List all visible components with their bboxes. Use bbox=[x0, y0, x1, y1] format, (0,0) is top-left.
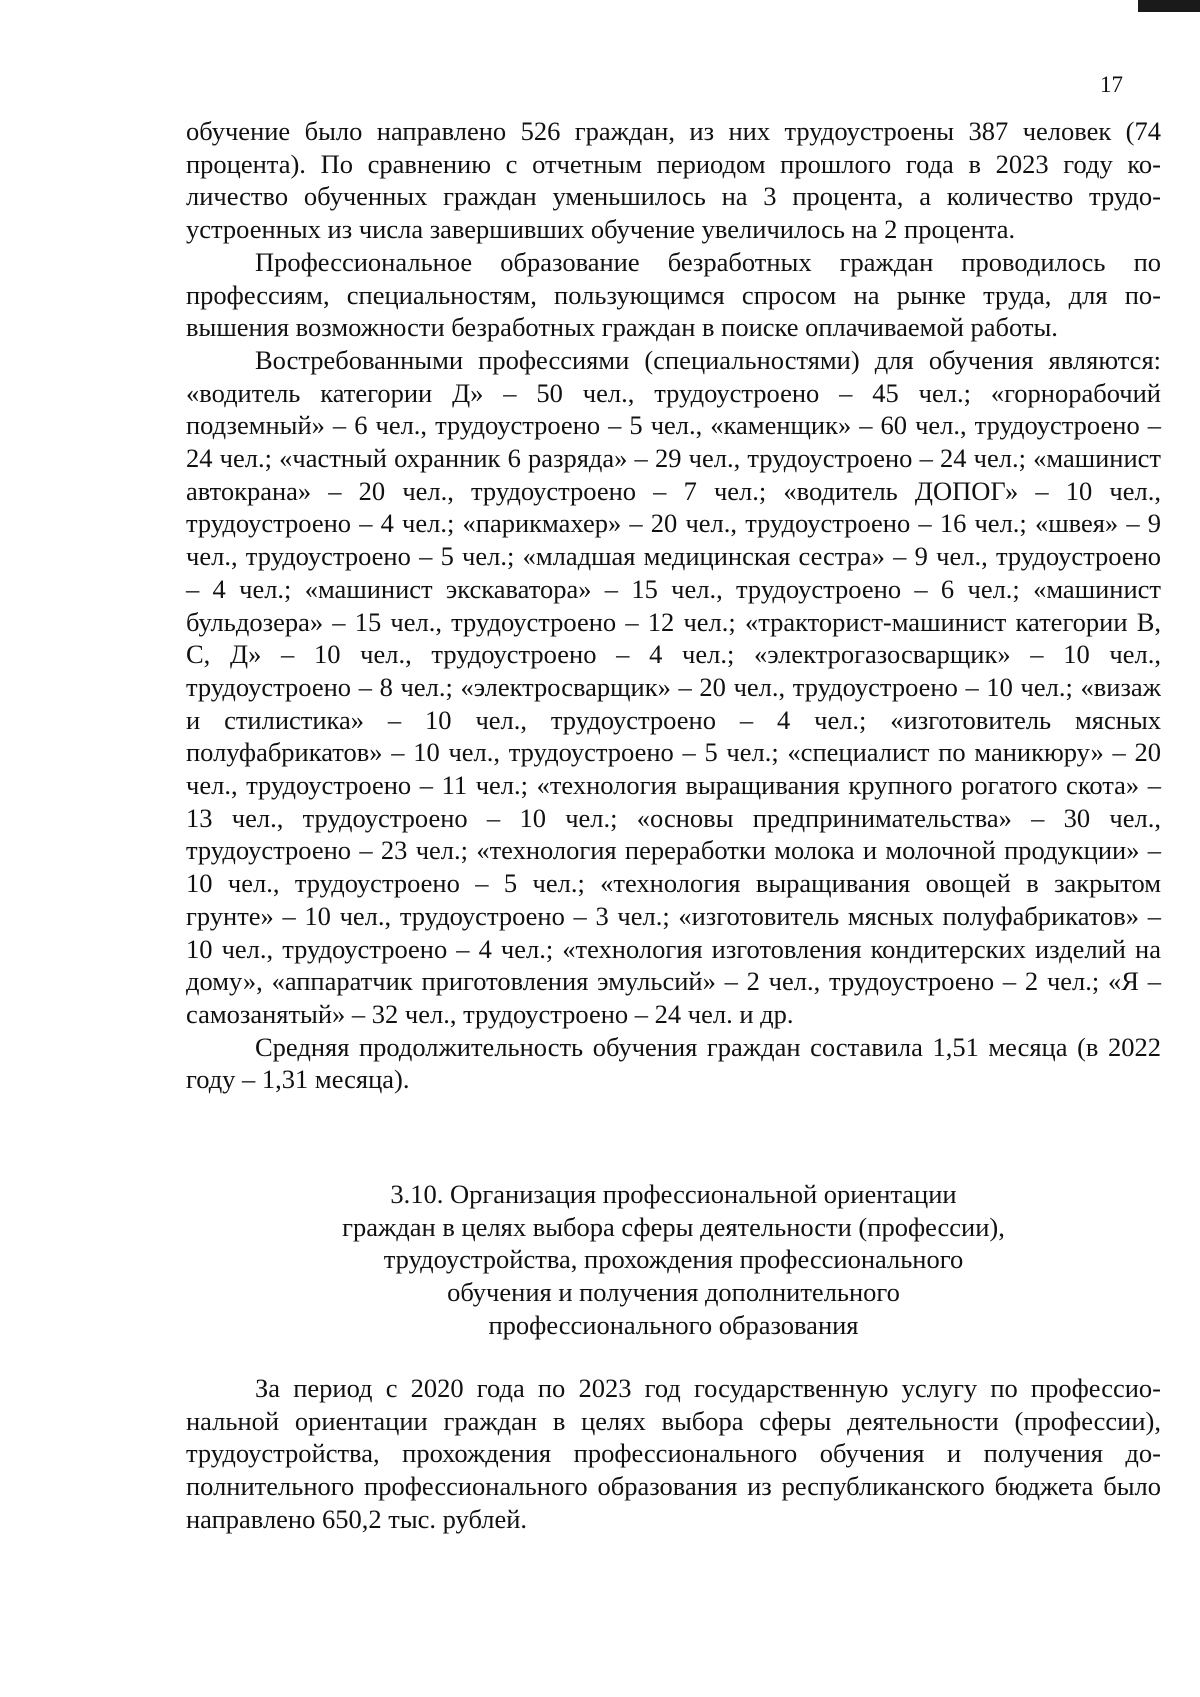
document-body bbox=[186, 115, 1161, 1096]
scan-edge-mark bbox=[1138, 0, 1200, 12]
paragraph-continuation: обучение было направлено 526 граждан, из них трудоустроены 387 человек (74 процента). По сравнению с отчетным периодом прошлого года в 2023 году количество обученных граждан уменьшилось на 3 процента, а количество трудоустроенных из числа завершивших обучение увеличилось на 2 процента. bbox=[186, 116, 1161, 245]
paragraph-duration: Средняя продолжительность обучения граждан составила 1,51 месяца (в 2022 году – 1,31 месяца). bbox=[186, 1031, 1161, 1095]
section-heading-line: профессионального образования bbox=[488, 1309, 859, 1340]
section-body bbox=[186, 1372, 1161, 1536]
section-heading-line: трудоустройства, прохождения профессионального bbox=[383, 1244, 964, 1275]
section-heading-line: граждан в целях выбора сферы деятельности (профессии), bbox=[342, 1211, 1005, 1242]
page-number: 17 bbox=[1100, 72, 1123, 97]
paragraph-professions-list: Востребованными профессиями (специальностями) для обучения являются: «водитель категории Д» – 50 чел., трудоустроено – 45 чел.; «горнорабочий подземный» – 6 чел., трудоустроено – 5 чел., «каменщик» – 60 чел., трудоустроено – 24 чел.; «частный охранник 6 разряда» – 29 чел., трудоустроено – 24 чел.; «машинист автокрана» – 20 чел., трудоустроено – 7 чел.; «водитель ДОПОГ» – 10 чел., трудоустроено – 4 чел.; «парикмахер» – 20 чел., трудоустроено – 16 чел.; «швея» – 9 чел., трудоустроено – 5 чел.; «младшая медицинская сестра» – 9 чел., трудоустроено – 4 чел.; «машинист экскаватора» – 15 чел., трудоустроено – 6 чел.; «машинист бульдозера» – 15 чел., трудоустроено – 12 чел.; «тракторист-машинист категории В, С, Д» – 10 чел., трудоустроено – 4 чел.; «электрогазосварщик» – 10 чел., трудоустроено – 8 чел.; «электросварщик» – 20 чел., трудоустроено – 10 чел.; «визаж и стилистика» – 10 чел., трудоустроено – 4 чел.; «изготовитель мясных полуфабрикатов» – 10 чел., трудоустроено – 5 чел.; «специалист по маникюру» – 20 чел., трудоустроено – 11 чел.; «технология выращивания крупного рогатого скота» – 13 чел., трудоустроено – 10 чел.; «основы предпринимательства» – 30 чел., трудоустроено – 23 чел.; «технология переработки молока и молочной продукции» – 10 чел., трудоустроено – 5 чел.; «технология выращивания овощей в закрытом грунте» – 10 чел., трудоустроено – 3 чел.; «изготовитель мясных полуфабрикатов» – 10 чел., трудоустроено – 4 чел.; «технология изготовления кондитерских изделий на дому», «аппаратчик приготовления эмульсий» – 2 чел., трудоустроено – 2 чел.; «Я – самозанятый» – 32 чел., трудоустроено – 24 чел. и др. bbox=[186, 344, 1161, 1029]
section-heading-line: обучения и получения дополнительного bbox=[447, 1277, 900, 1308]
section-heading-line: 3.10. Организация профессиональной ориентации bbox=[390, 1179, 957, 1209]
paragraph-budget: За период с 2020 года по 2023 год государственную услугу по профессиональной ориентации граждан в целях выбора сферы деятельности (профессии), трудоустройства, прохождения профессионального обучения и получения дополнительного профессионального образования из республиканского бюджета было направлено 650,2 тыс. рублей. bbox=[186, 1373, 1161, 1534]
paragraph-education: Профессиональное образование безработных граждан проводилось по профессиям, специальностям, пользующимся спросом на рынке труда, для повышения возможности безработных граждан в поиске оплачиваемой работы. bbox=[186, 246, 1161, 343]
section-heading bbox=[186, 1178, 1161, 1342]
